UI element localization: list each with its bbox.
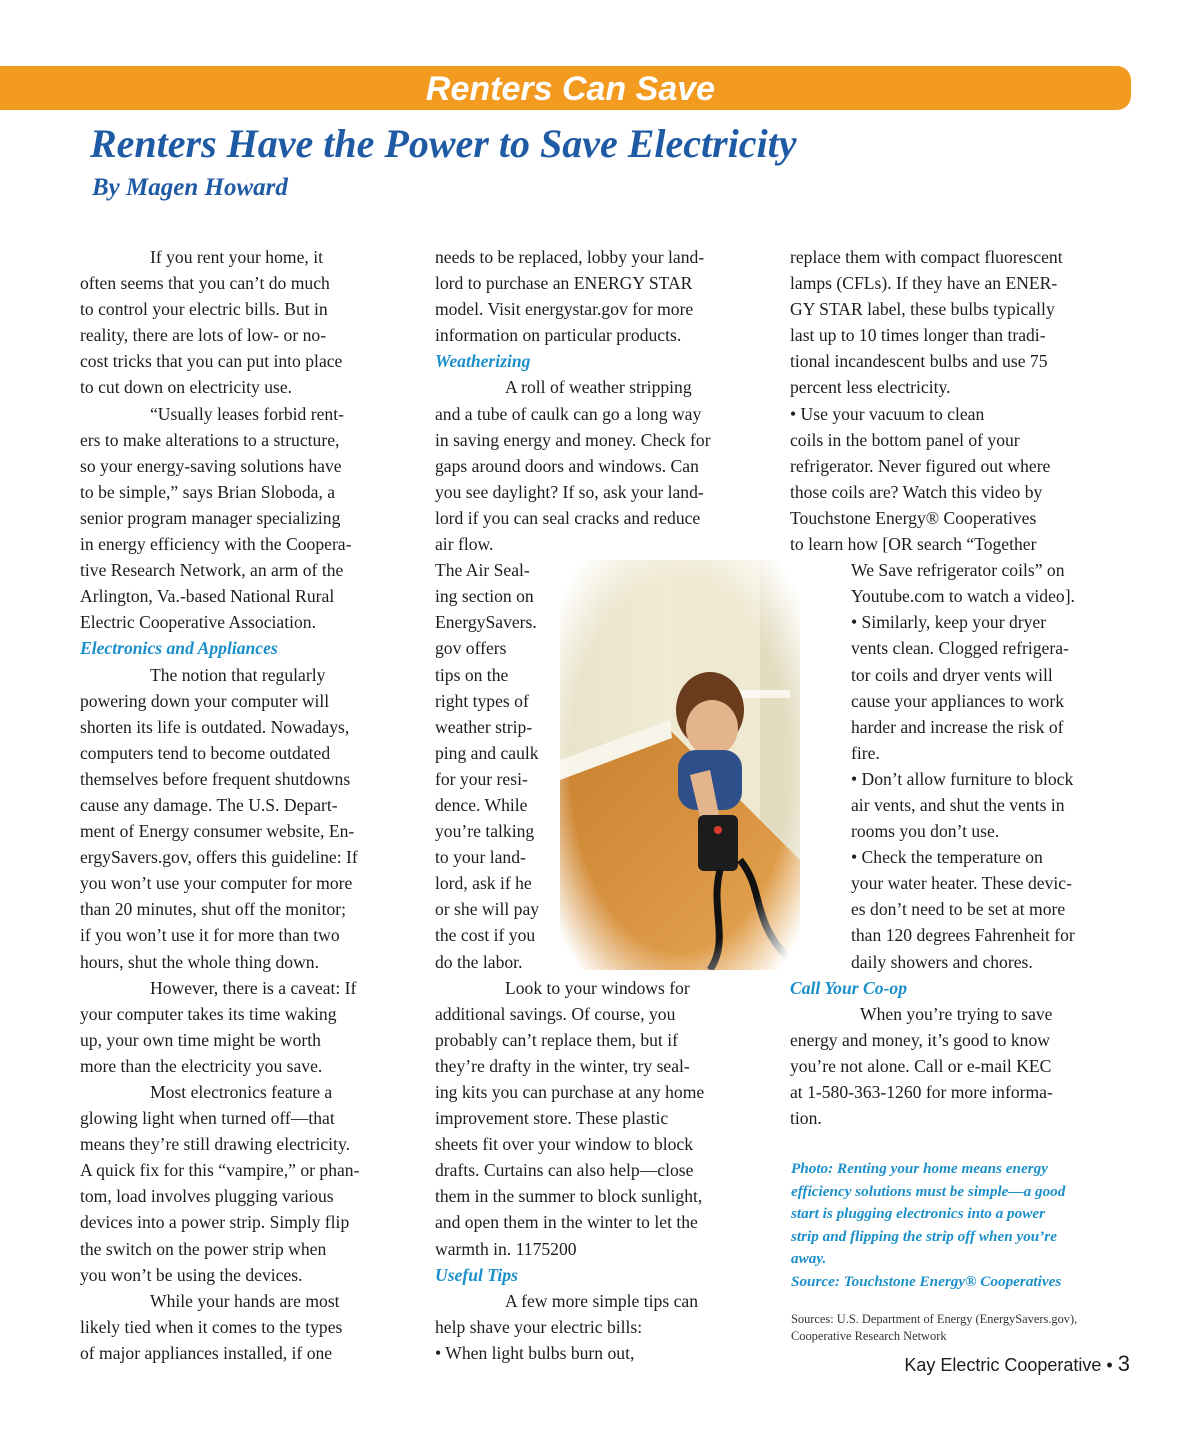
paragraph-line: However, there is a caveat: If: [150, 977, 357, 998]
paragraph-line: cost tricks that you can put into place: [80, 351, 343, 372]
paragraph-line: A few more simple tips can: [505, 1290, 698, 1311]
paragraph-line: A quick fix for this “vampire,” or phan-: [80, 1160, 360, 1181]
paragraph-line: energy and money, it’s good to know: [790, 1029, 1050, 1050]
paragraph-line: dence. While: [435, 794, 528, 815]
paragraph-line: they’re drafty in the winter, try seal-: [435, 1055, 690, 1076]
paragraph-line: often seems that you can’t do much: [80, 273, 330, 294]
paragraph-line: additional savings. Of course, you: [435, 1003, 676, 1024]
sources-line: Cooperative Research Network: [791, 1329, 947, 1343]
section-subheading: Electronics and Appliances: [80, 638, 278, 659]
paragraph-line: than 120 degrees Fahrenheit for: [851, 925, 1075, 946]
section-banner: [0, 66, 1131, 110]
paragraph-line: Look to your windows for: [505, 977, 690, 998]
paragraph-line: more than the electricity you save.: [80, 1055, 323, 1076]
paragraph-line: Arlington, Va.-based National Rural: [80, 586, 335, 607]
article-column-1: [80, 244, 415, 1366]
paragraph-line: model. Visit energystar.gov for more: [435, 299, 694, 320]
photo-illustration: [560, 560, 800, 970]
paragraph-line: senior program manager specializing: [80, 507, 341, 528]
paragraph-line: refrigerator. Never figured out where: [790, 455, 1051, 476]
paragraph-line: • Similarly, keep your dryer: [851, 612, 1047, 633]
publication-name: Kay Electric Cooperative: [904, 1355, 1102, 1375]
paragraph-line: cause your appliances to work: [851, 690, 1065, 711]
paragraph-line: Touchstone Energy® Cooperatives: [790, 507, 1037, 528]
paragraph-line: weather strip-: [435, 716, 533, 737]
paragraph-line: es don’t need to be set at more: [851, 899, 1066, 920]
paragraph-line: lord to purchase an ENERGY STAR: [435, 273, 693, 294]
paragraph-line: air vents, and shut the vents in: [851, 794, 1065, 815]
paragraph-line: tom, load involves plugging various: [80, 1186, 334, 1207]
section-subheading: Useful Tips: [435, 1264, 518, 1285]
paragraph-line: to cut down on electricity use.: [80, 377, 293, 398]
paragraph-line: and open them in the winter to let the: [435, 1212, 698, 1233]
paragraph-line: to learn how [OR search “Together: [790, 534, 1037, 555]
paragraph-line: hours, shut the whole thing down.: [80, 951, 319, 972]
paragraph-line: • Check the temperature on: [851, 847, 1043, 868]
paragraph-line: tional incandescent bulbs and use 75: [790, 351, 1048, 372]
paragraph-line: those coils are? Watch this video by: [790, 481, 1043, 502]
paragraph-line: to be simple,” says Brian Sloboda, a: [80, 481, 336, 502]
paragraph-line: reality, there are lots of low- or no-: [80, 325, 327, 346]
paragraph-line: • Use your vacuum to clean: [790, 403, 985, 424]
paragraph-line: up, your own time might be worth: [80, 1029, 321, 1050]
paragraph-line: gov offers: [435, 638, 507, 659]
paragraph-line: ergySavers.gov, offers this guideline: If: [80, 847, 358, 868]
paragraph-line: for your resi-: [435, 768, 528, 789]
paragraph-line: help shave your electric bills:: [435, 1316, 643, 1337]
section-banner-title: Renters Can Save: [425, 70, 716, 108]
paragraph-line: Most electronics feature a: [150, 1082, 333, 1102]
paragraph-line: Youtube.com to watch a video].: [851, 586, 1075, 607]
paragraph-line: GY STAR label, these bulbs typically: [790, 299, 1055, 320]
paragraph-line: the cost if you: [435, 925, 536, 946]
paragraph-line: tive Research Network, an arm of the: [80, 560, 344, 581]
paragraph-line: in saving energy and money. Check for: [435, 429, 711, 450]
paragraph-line: you see daylight? If so, ask your land-: [435, 481, 704, 502]
paragraph-line: ment of Energy consumer website, En-: [80, 821, 355, 842]
sources-note: [791, 1311, 1136, 1345]
caption-line: away.: [791, 1250, 827, 1267]
footer-separator: •: [1106, 1355, 1113, 1375]
paragraph-line: your computer takes its time waking: [80, 1003, 337, 1024]
caption-line: start is plugging electronics into a power: [791, 1205, 1045, 1222]
paragraph-line: Electric Cooperative Association.: [80, 612, 316, 633]
paragraph-line: information on particular products.: [435, 325, 682, 346]
paragraph-line: of major appliances installed, if one: [80, 1342, 333, 1363]
paragraph-line: improvement store. These plastic: [435, 1108, 669, 1129]
paragraph-line: • Don’t allow furniture to block: [851, 768, 1074, 789]
paragraph-line: and a tube of caulk can go a long way: [435, 403, 702, 424]
paragraph-line: sheets fit over your window to block: [435, 1134, 693, 1155]
caption-source: Source: Touchstone Energy® Cooperatives: [791, 1272, 1062, 1290]
paragraph-line: or she will pay: [435, 899, 540, 920]
paragraph-line: When you’re trying to save: [860, 1003, 1053, 1024]
article-byline: By Magen Howard: [92, 174, 288, 201]
paragraph-line: • When light bulbs burn out,: [435, 1342, 635, 1363]
paragraph-line: means they’re still drawing electricity.: [80, 1134, 350, 1155]
paragraph-line: last up to 10 times longer than tradi-: [790, 325, 1046, 346]
paragraph-line: ing kits you can purchase at any home: [435, 1082, 705, 1102]
paragraph-line: tor coils and dryer vents will: [851, 664, 1053, 685]
paragraph-line: gaps around doors and windows. Can: [435, 455, 699, 476]
paragraph-line: at 1-580-363-1260 for more informa-: [790, 1082, 1053, 1102]
page-footer: [800, 1352, 1130, 1377]
caption-line: strip and flipping the strip off when you’re: [791, 1227, 1057, 1245]
paragraph-line: We Save refrigerator coils” on: [851, 560, 1065, 581]
paragraph-line: drafts. Curtains can also help—close: [435, 1160, 694, 1181]
paragraph-line: harder and increase the risk of: [851, 716, 1064, 737]
paragraph-line: you’re talking: [435, 821, 535, 842]
paragraph-line: replace them with compact fluorescent: [790, 247, 1063, 267]
paragraph-line: rooms you don’t use.: [851, 821, 1000, 842]
paragraph-line: shorten its life is outdated. Nowadays,: [80, 716, 350, 737]
paragraph-line: you won’t use your computer for more: [80, 873, 353, 894]
paragraph-line: likely tied when it comes to the types: [80, 1316, 343, 1337]
paragraph-line: you’re not alone. Call or e-mail KEC: [790, 1055, 1052, 1076]
page-number: 3: [1117, 1351, 1130, 1376]
paragraph-line: in energy efficiency with the Coopera-: [80, 534, 352, 555]
article-headline: Renters Have the Power to Save Electricity: [90, 121, 797, 166]
paragraph-line: probably can’t replace them, but if: [435, 1029, 678, 1050]
paragraph-line: The Air Seal-: [435, 560, 530, 581]
section-subheading: Call Your Co-op: [790, 977, 907, 998]
paragraph-line: them in the summer to block sunlight,: [435, 1186, 703, 1207]
paragraph-line: percent less electricity.: [790, 377, 951, 398]
article-column-3: [790, 244, 1130, 1131]
paragraph-line: ers to make alterations to a structure,: [80, 429, 340, 450]
paragraph-line: powering down your computer will: [80, 690, 330, 711]
paragraph-line: vents clean. Clogged refrigera-: [851, 638, 1069, 659]
paragraph-line: ing section on: [435, 586, 534, 607]
paragraph-line: air flow.: [435, 534, 494, 555]
paragraph-line: lord if you can seal cracks and reduce: [435, 507, 701, 528]
paragraph-line: warmth in. 1175200: [435, 1238, 577, 1259]
caption-line: Photo: Renting your home means energy: [791, 1160, 1048, 1177]
paragraph-line: the switch on the power strip when: [80, 1238, 327, 1259]
paragraph-line: While your hands are most: [150, 1290, 340, 1311]
article-photo: [560, 560, 800, 970]
paragraph-line: fire.: [851, 742, 880, 763]
paragraph-line: The notion that regularly: [150, 664, 326, 685]
paragraph-line: if you won’t use it for more than two: [80, 925, 340, 946]
paragraph-line: ping and caulk: [435, 742, 539, 763]
paragraph-line: do the labor.: [435, 951, 523, 972]
section-subheading: Weatherizing: [435, 351, 531, 372]
photo-caption: [791, 1158, 1136, 1293]
sources-line: Sources: U.S. Department of Energy (EnergySavers.gov),: [791, 1312, 1078, 1326]
paragraph-line: so your energy-saving solutions have: [80, 455, 342, 476]
paragraph-line: to control your electric bills. But in: [80, 299, 328, 320]
paragraph-line: cause any damage. The U.S. Depart-: [80, 794, 338, 815]
caption-line: efficiency solutions must be simple—a good: [791, 1182, 1066, 1200]
paragraph-line: needs to be replaced, lobby your land-: [435, 247, 705, 267]
paragraph-line: glowing light when turned off—that: [80, 1108, 335, 1129]
paragraph-line: tion.: [790, 1108, 822, 1129]
paragraph-line: EnergySavers.: [435, 612, 537, 633]
paragraph-line: coils in the bottom panel of your: [790, 429, 1020, 450]
paragraph-line: to your land-: [435, 847, 526, 868]
paragraph-line: themselves before frequent shutdowns: [80, 768, 351, 789]
paragraph-line: computers tend to become outdated: [80, 742, 331, 763]
paragraph-line: your water heater. These devic-: [851, 873, 1072, 894]
paragraph-line: lamps (CFLs). If they have an ENER-: [790, 273, 1058, 294]
paragraph-line: daily showers and chores.: [851, 951, 1033, 972]
paragraph-line: than 20 minutes, shut off the monitor;: [80, 899, 347, 920]
paragraph-line: right types of: [435, 690, 529, 711]
paragraph-line: lord, ask if he: [435, 873, 532, 894]
paragraph-line: tips on the: [435, 664, 509, 685]
paragraph-line: A roll of weather stripping: [505, 377, 692, 398]
paragraph-line: If you rent your home, it: [150, 247, 323, 267]
paragraph-line: “Usually leases forbid rent-: [150, 403, 344, 424]
paragraph-line: devices into a power strip. Simply flip: [80, 1212, 350, 1233]
paragraph-line: you won’t be using the devices.: [80, 1264, 303, 1285]
